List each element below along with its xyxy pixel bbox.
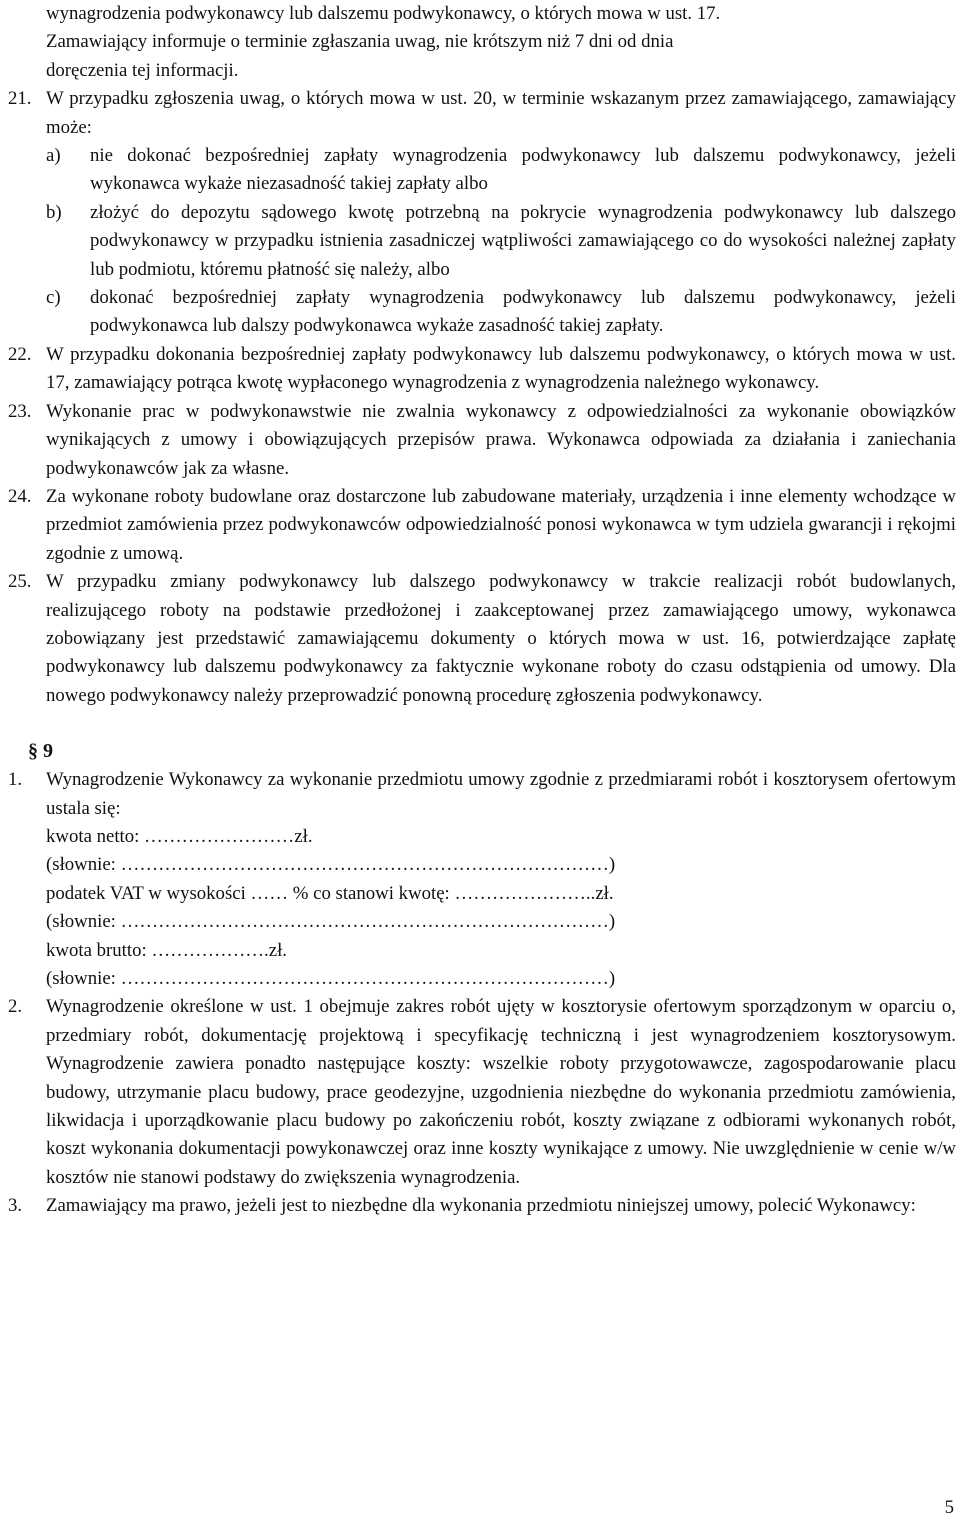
subclause-c	[8, 284, 956, 341]
words-line: (słownie: ……………………………………………………………………)	[46, 854, 616, 876]
subclause-letter: c)	[46, 287, 61, 309]
words-line: (słownie: ……………………………………………………………………)	[46, 911, 616, 933]
subclause-text: złożyć do depozytu sądowego kwotę potrzebną na pokrycie wynagrodzenia podwykonawcy lub dalszego podwykonawcy w przypadku istnienia zasadniczej wątpliwości zamawiającego co do wysokości należnej zapłaty lub podmiotu, któremu płatność się należy, albo	[90, 201, 956, 280]
section-9-clause-2	[8, 993, 956, 1192]
text-line: wynagrodzenia podwykonawcy lub dalszemu podwykonawcy, o których mowa w ust. 17.	[46, 3, 721, 24]
section-9-clause-1	[8, 766, 956, 823]
words-line: (słownie: ……………………………………………………………………)	[46, 968, 616, 989]
document-page	[8, 0, 956, 1221]
subclause-text: dokonać bezpośredniej zapłaty wynagrodzenia podwykonawcy lub dalszemu podwykonawcy, jeżeli podwykonawca lub dalszy podwykonawca wykaże zasadność takiej zapłaty.	[90, 287, 956, 337]
clause-text: W przypadku zgłoszenia uwag, o których mowa w ust. 20, w terminie wskazanym przez zamawiającego, zamawiający może:	[46, 88, 956, 138]
net-amount-line: kwota netto: ……………………zł.	[46, 825, 313, 847]
subclause-letter: a)	[46, 145, 61, 167]
clause-text: Wynagrodzenie Wykonawcy za wykonanie przedmiotu umowy zgodnie z przedmiarami robót i kosztorysem ofertowym ustala się:	[46, 769, 956, 819]
text-line: Zamawiający informuje o terminie zgłaszania uwag, nie krótszym niż 7 dni od dnia	[46, 31, 674, 53]
page-number: 5	[944, 1497, 954, 1518]
clause-number: 24.	[8, 485, 32, 507]
clause-number: 22.	[8, 343, 32, 365]
clause-number: 3.	[8, 1195, 23, 1217]
clause-text: Zamawiający ma prawo, jeżeli jest to niezbędne dla wykonania przedmiotu niniejszej umowy, polecić Wykonawcy:	[46, 1195, 916, 1217]
clause-text: W przypadku dokonania bezpośredniej zapłaty podwykonawcy lub dalszemu podwykonawcy, o których mowa w ust. 17, zamawiający potrąca kwotę wypłaconego wynagrodzenia z wynagrodzenia należnego wykonawcy.	[46, 343, 956, 394]
clause-22	[8, 341, 956, 398]
clause-23	[8, 398, 956, 483]
clause-text: Za wykonane roboty budowlane oraz dostarczone lub zabudowane materiały, urządzenia i inne elementy wchodzące w przedmiot zamówienia przez podwykonawców odpowiedzialność ponosi wykonawca w tym udziela gwarancji i rękojmi zgodnie z umową.	[46, 485, 956, 564]
amount-fields	[8, 823, 956, 993]
continuation-text	[8, 0, 956, 85]
clause-25	[8, 568, 956, 710]
text-line: doręczenia tej informacji.	[46, 59, 239, 81]
clause-21	[8, 85, 956, 142]
clause-text: Wykonanie prac w podwykonawstwie nie zwalnia wykonawcy z odpowiedzialności za wykonanie obowiązków wynikających z umowy i obowiązujących przepisów prawa. Wykonawca odpowiada za działania i zaniechania podwykonawców jak za własne.	[46, 400, 956, 479]
vat-line: podatek VAT w wysokości …… % co stanowi kwotę: …………………..zł.	[46, 882, 614, 904]
clause-number: 25.	[8, 571, 32, 593]
clause-number: 23.	[8, 400, 32, 422]
clause-text: W przypadku zmiany podwykonawcy lub dalszego podwykonawcy w trakcie realizacji robót budowlanych, realizującego roboty na podstawie przedłożonej i zaakceptowanej przez zamawiającego umowy, wykonawca zobowiązany jest przedstawić zamawiającemu dokumenty o których mowa w ust. 16, potwierdzające zapłatę podwykonawcy lub dalszemu podwykonawcy za faktycznie wykonane roboty do czasu odstąpienia od umowy. Dla nowego podwykonawcy należy przeprowadzić ponowną procedurę zgłoszenia podwykonawcy.	[46, 571, 956, 706]
clause-24	[8, 483, 956, 568]
clause-number: 2.	[8, 996, 23, 1018]
subclause-text: nie dokonać bezpośredniej zapłaty wynagrodzenia podwykonawcy lub dalszemu podwykonawcy, jeżeli wykonawca wykaże niezasadność takiej zapłaty albo	[90, 145, 956, 195]
clause-number: 21.	[8, 88, 32, 110]
clause-number: 1.	[8, 769, 23, 791]
clause-text: Wynagrodzenie określone w ust. 1 obejmuje zakres robót ujęty w kosztorysie ofertowym sporządzonym w oparciu o, przedmiary robót, dokumentację projektową i specyfikację techniczną i jest wynagrodzeniem kosztorysowym. Wynagrodzenie zawiera ponadto następujące koszty: wszelkie roboty przygotowawcze, zagospodarowanie placu budowy, utrzymanie placu budowy, prace geodezyjne, uzgodnienia niezbędne do wykonania przedmiotu zamówienia, likwidacja i uporządkowanie placu budowy po zakończeniu robót, koszty związane z odbiorami wykonanych robót, koszt wykonania dokumentacji powykonawczej oraz inne koszty wynikające z umowy. Nie uwzględnienie w cenie w/w kosztów nie stanowi podstawy do zwiększenia wynagrodzenia.	[46, 996, 956, 1188]
gross-amount-line: kwota brutto: ……………….zł.	[46, 939, 288, 961]
subclause-b	[8, 199, 956, 284]
subclause-a	[8, 142, 956, 199]
subclause-letter: b)	[46, 201, 62, 223]
section-9-clause-3	[8, 1192, 956, 1220]
section-heading: § 9	[28, 740, 53, 763]
